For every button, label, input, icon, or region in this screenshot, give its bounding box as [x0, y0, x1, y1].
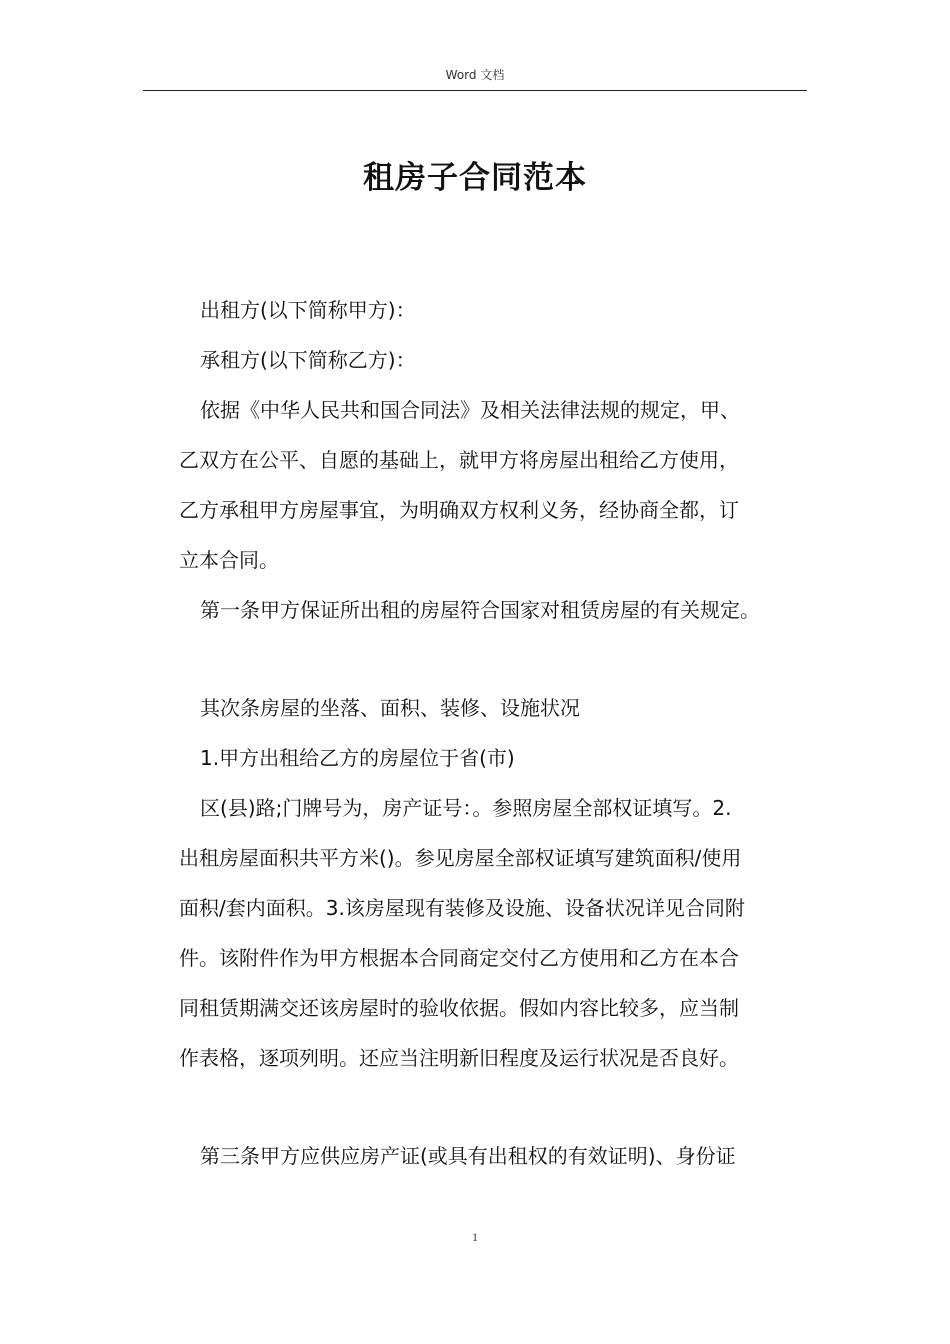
paragraph-line: 作表格，逐项列明。还应当注明新旧程度及运行状况是否良好。 — [179, 1046, 739, 1070]
paragraph-line: 出租方(以下简称甲方)： — [200, 298, 416, 322]
paragraph-line: 其次条房屋的坐落、面积、装修、设施状况 — [200, 696, 580, 720]
paragraph-line: 承租方(以下简称乙方)： — [200, 348, 416, 372]
paragraph-line: 出租房屋面积共平方米()。参见房屋全部权证填写建筑面积/使用 — [179, 846, 742, 870]
header-text: Word 文档 — [445, 68, 505, 82]
paragraph-line: 1.甲方出租给乙方的房屋位于省(市) — [200, 746, 515, 770]
paragraph-line: 乙双方在公平、自愿的基础上，就甲方将房屋出租给乙方使用， — [179, 448, 739, 472]
page-header — [143, 64, 807, 91]
paragraph-line: 立本合同。 — [179, 548, 279, 572]
paragraph-line: 第三条甲方应供应房产证(或具有出租权的有效证明)、身份证 — [200, 1144, 736, 1168]
paragraph-line: 区(县)路;门牌号为，房产证号：。参照房屋全部权证填写。2. — [200, 796, 732, 820]
document-title: 租房子合同范本 — [363, 160, 587, 196]
paragraph-line: 依据《中华人民共和国合同法》及相关法律法规的规定，甲、 — [200, 398, 740, 422]
page-number: 1 — [472, 1230, 478, 1244]
paragraph-line: 乙方承租甲方房屋事宜，为明确双方权利义务，经协商全都，订 — [179, 498, 739, 522]
paragraph-line: 第一条甲方保证所出租的房屋符合国家对租赁房屋的有关规定。 — [200, 598, 760, 622]
paragraph-line: 件。该附件作为甲方根据本合同商定交付乙方使用和乙方在本合 — [179, 946, 739, 970]
paragraph-line: 面积/套内面积。3.该房屋现有装修及设施、设备状况详见合同附 — [179, 896, 745, 920]
paragraph-line: 同租赁期满交还该房屋时的验收依据。假如内容比较多，应当制 — [179, 996, 739, 1020]
